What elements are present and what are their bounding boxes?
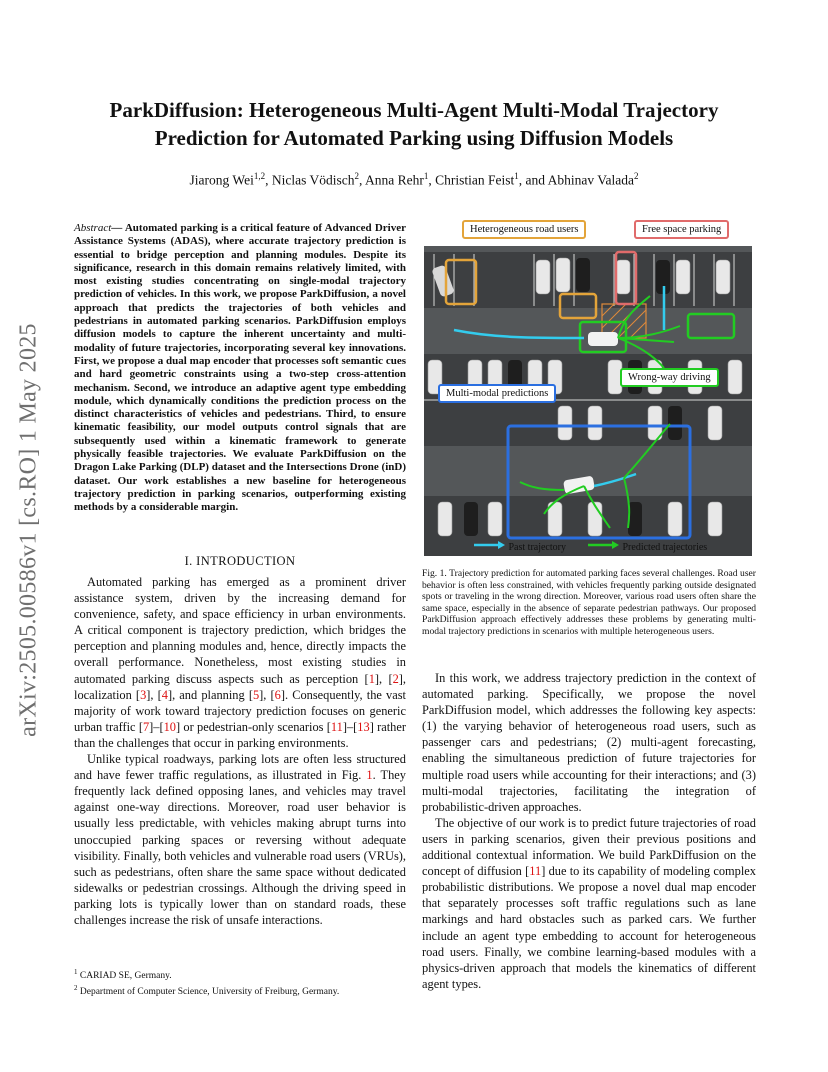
paragraph xyxy=(74,751,406,928)
citation-link[interactable]: 13 xyxy=(357,719,370,734)
cyan-arrow-icon xyxy=(474,540,506,550)
paragraph xyxy=(422,815,756,992)
citation-link[interactable]: 10 xyxy=(163,719,176,734)
paragraph-text: ], [ xyxy=(259,687,275,702)
author-affiliation: 2 xyxy=(354,171,359,181)
paragraph-text: ]. Consequently, the vast majority of work toward trajectory prediction focuses on generic urban traffic [ xyxy=(74,687,406,734)
citation-link[interactable]: 4 xyxy=(161,687,168,702)
author-separator: , xyxy=(265,172,272,188)
paragraph-text: Automated parking has emerged as a prominent driver assistance system, driven by the increasing demand for convenience, safety, and space efficiency in urban environments. A critical component is trajectory prediction, which bridges the perception and planning modules and, hence, directly impacts the overall performance. Nonetheless, most existing studies in automated parking discuss aspects such as perception [ xyxy=(74,575,406,686)
paragraph-text: . They frequently lack defined opposing lanes, and vehicles may travel against one-way directions. Moreover, road user behavior is usually less predictable, with vehicles making abrupt turns into unoccupied parking spaces or reversing without adequate visibility. Finally, both vehicles and vulnerable road users (VRUs), such as pedestrians, often share the same space without dedicated sidewalks or pedestrian crossings. Although the driving speed in parking lots is typically lower than on standard roads, these challenges increase the risk of unsafe interactions. xyxy=(74,768,407,927)
legend-past xyxy=(474,540,566,553)
citation-link[interactable]: 5 xyxy=(252,687,260,702)
footnote-marker: 2 xyxy=(74,984,78,993)
paragraph-text: Unlike typical roadways, parking lots are often less structured and have fewer traffic regulations, as illustrated in Fig. xyxy=(74,752,406,783)
legend-past-label: Past trajectory xyxy=(508,542,566,553)
footnote-text: CARIAD SE, Germany. xyxy=(77,971,172,982)
arxiv-identifier: arXiv:2505.00586v1 [cs.RO] 1 May 2025 xyxy=(15,323,42,737)
title-line-1: ParkDiffusion: Heterogeneous Multi-Agent Multi-Modal Trajectory xyxy=(109,98,719,122)
author-list xyxy=(70,171,758,189)
label-free-space-parking: Free space parking xyxy=(634,220,729,239)
author-separator: , xyxy=(428,172,436,188)
author-affiliation: 1 xyxy=(423,171,429,181)
paragraph-text: In this work, we address trajectory prediction in the context of automated parking. Specifically, we propose the novel ParkDiffusion model, which addresses the following key aspects: (1) the varying behavior of heterogeneous road users, such as passenger cars and pedestrians; (2) multi-agent forecasting, enabling the simultaneous prediction of future trajectories for multiple road users while accounting for their interactions; and (3) multi-modal trajectories, facilitating the integration of probabilistic-driven approaches. xyxy=(422,671,756,814)
label-multi-modal-predictions: Multi-modal predictions xyxy=(438,384,556,403)
paragraph-text: ], and planning [ xyxy=(167,687,253,702)
paragraph-text: ] or pedestrian-only scenarios [ xyxy=(176,719,331,734)
citation-link[interactable]: 11 xyxy=(529,864,542,879)
author-affiliation: 1,2 xyxy=(253,171,266,181)
legend-predicted xyxy=(588,540,707,553)
paragraph-text: ] due to its capability of modeling complex probabilistic distributions. We propose a novel dual map encoder that separately processes soft traffic regulations such as lane markings and hard obstacles such as parked cars. We further include an agent type embedding to account for heterogeneous road users. Finally, we combine learning-based modules with a physics-driven approach that models the kinematics of different agent types. xyxy=(422,864,756,991)
footnote xyxy=(74,982,406,998)
author-name: Jiarong Wei xyxy=(189,172,254,188)
paragraph-text: ] rather than the challenges that occur in parking environments. xyxy=(74,719,406,750)
paragraph-text: ]–[ xyxy=(149,719,164,734)
author-name: Niclas Vödisch xyxy=(271,172,355,188)
footnotes xyxy=(74,966,406,998)
paper-title xyxy=(70,96,758,152)
author-name: Abhinav Valada xyxy=(547,172,634,188)
paragraph-text: ], [ xyxy=(374,671,393,686)
author-separator: , xyxy=(358,172,365,188)
abstract-text: — Automated parking is a critical feature of Advanced Driver Assistance Systems (ADAS), where accurate trajectory prediction is essential to bridge perception and planning modules. Despite its significance, research in this domain remains relatively limited, with most existing studies concentrating on single-modal trajectory prediction of vehicles. In this work, we propose ParkDiffusion, a novel approach that predicts the trajectories of both vehicles and pedestrians in automated parking scenarios. ParkDiffusion employs diffusion models to capture the inherent uncertainty and multi-modality of future trajectories, incorporating several key innovations. First, we propose a dual map encoder that processes soft semantic cues and hard geometric constraints using a two-step cross-attention mechanism. Second, we introduce an adaptive agent type embedding module, which dynamically conditions the prediction process on the distinct characteristics of vehicles and pedestrians. Third, to ensure kinematic feasibility, our model outputs control signals that are subsequently used within a kinematic framework to generate physically feasible trajectories. We evaluate ParkDiffusion on the Dragon Lake Parking (DLP) dataset and the Intersections Drone (inD) dataset. Our work establishes a new baseline for heterogeneous trajectory prediction in parking scenarios, outperforming existing methods by a considerable margin. xyxy=(74,222,406,514)
author-affiliation: 2 xyxy=(633,171,639,181)
paragraph xyxy=(422,670,756,815)
paragraph-text: ], localization [ xyxy=(74,671,407,702)
paragraph-text: ], [ xyxy=(146,687,162,702)
legend-predicted-label: Predicted trajectories xyxy=(622,542,708,553)
section-heading: I. INTRODUCTION xyxy=(184,554,296,568)
footnote-marker: 1 xyxy=(74,968,78,976)
figure-1 xyxy=(424,214,752,564)
title-line-2: Prediction for Automated Parking using Diffusion Models xyxy=(154,126,674,150)
footnote xyxy=(74,966,406,982)
citation-link[interactable]: 2 xyxy=(392,671,399,686)
paragraph xyxy=(74,574,406,751)
abstract-label: Abstract xyxy=(74,222,112,234)
abstract xyxy=(74,222,406,515)
introduction-left-column xyxy=(74,574,406,928)
author-separator: , and xyxy=(518,172,548,188)
paragraph-text: The objective of our work is to predict future trajectories of road users in parking scenarios, given their previous positions and additional contextual information. We build ParkDiffusion on the concept of diffusion [ xyxy=(422,815,756,879)
author-affiliation: 1 xyxy=(514,171,519,181)
citation-link[interactable]: 3 xyxy=(140,687,147,702)
green-arrow-icon xyxy=(588,540,620,550)
citation-link[interactable]: 11 xyxy=(330,719,343,734)
paragraph-text: ]–[ xyxy=(342,719,358,734)
citation-link[interactable]: 1 xyxy=(366,768,373,783)
author-name: Anna Rehr xyxy=(364,172,424,188)
footnote-text: Department of Computer Science, University of Freiburg, Germany. xyxy=(77,987,340,998)
author-name: Christian Feist xyxy=(435,172,515,188)
figure-caption: Fig. 1. Trajectory prediction for automated parking faces several challenges. Road user behavior is often less constrained, with vehicles frequently parking outside designated spots or traveling in the wrong direction. Moreover, various road users often share the same space, especially in the absence of separate pedestrian pathways. Our proposed ParkDiffusion approach effectively addresses these problems by generating multi-modal trajectory predictions in scenarios with multiple heterogeneous users. xyxy=(422,568,756,637)
parking-aerial-map xyxy=(424,246,752,556)
label-heterogeneous-road-users: Heterogeneous road users xyxy=(462,220,586,239)
citation-link[interactable]: 7 xyxy=(142,719,150,734)
introduction-right-column xyxy=(422,670,756,992)
citation-link[interactable]: 1 xyxy=(368,671,375,686)
citation-link[interactable]: 6 xyxy=(274,687,281,702)
label-wrong-way-driving: Wrong-way driving xyxy=(620,368,719,387)
